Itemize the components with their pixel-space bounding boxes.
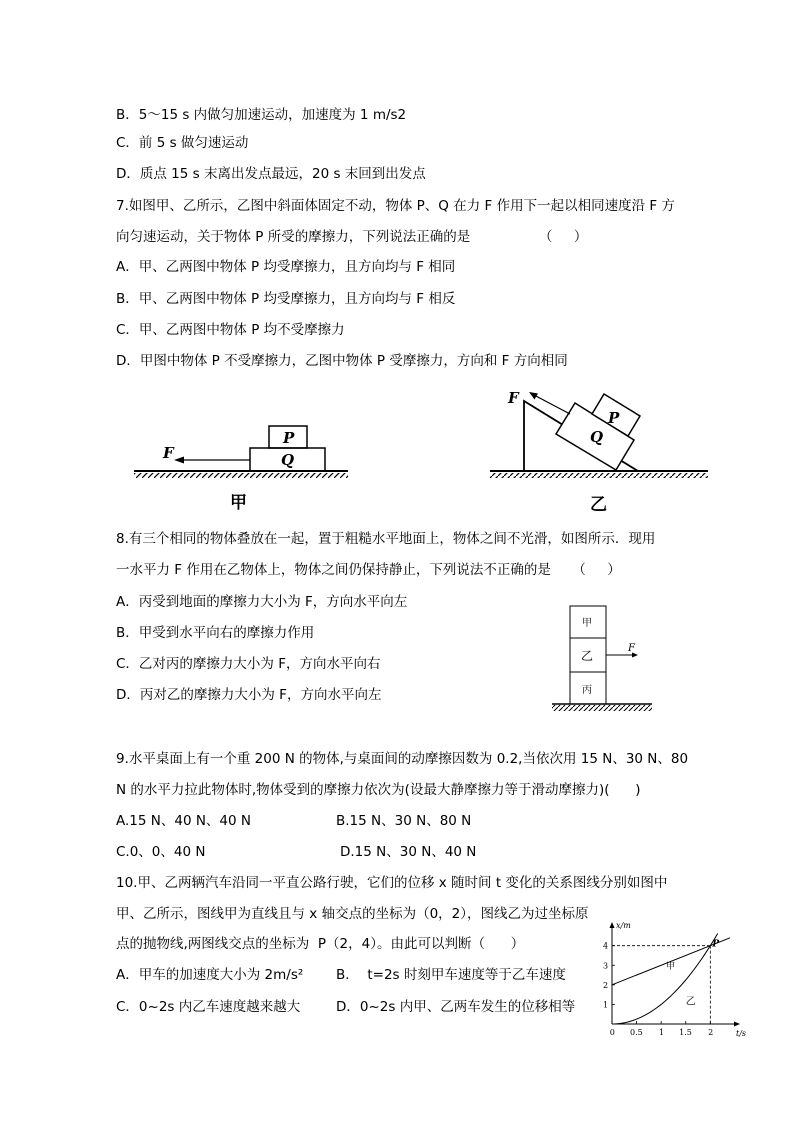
force-arrowhead	[529, 392, 538, 400]
x-tick-label: 1	[658, 1028, 665, 1037]
q7-stem-line2: 向匀速运动，关于物体 P 所受的摩擦力，下列说法正确的是 （ ）	[116, 229, 588, 245]
caption-jia: 甲	[230, 493, 247, 513]
label-q: Q	[281, 451, 295, 469]
q7-figure-yi	[486, 386, 712, 518]
q6-option-d: D．质点 15 s 末离出发点最远，20 s 末回到出发点	[116, 166, 426, 182]
y-axis-label: x/m	[616, 921, 631, 930]
x-axis-label: t/s	[736, 1029, 747, 1038]
x-tick-label: 2	[708, 1028, 714, 1037]
q10-stem-line1: 10.甲、乙两辆汽车沿同一平直公路行驶，它们的位移 x 随时间 t 变化的关系图线分别如图中	[116, 875, 668, 891]
label-jia: 甲	[582, 618, 592, 629]
q9-option-a: A.15 N、40 N、40 N	[116, 813, 251, 829]
ground-hatch	[134, 473, 348, 478]
label-p: P	[608, 409, 620, 427]
label-f: F	[628, 643, 635, 654]
q7-option-c: C．甲、乙两图中物体 P 均不受摩擦力	[116, 322, 345, 338]
label-p: P	[283, 429, 295, 447]
q7-stem-line1: 7.如图甲、乙所示，乙图中斜面体固定不动，物体 P、Q 在力 F 作用下一起以相同速度沿 F 方	[116, 198, 675, 214]
q7-figure-jia	[130, 418, 352, 518]
y-axis-arrowhead	[610, 922, 615, 928]
q6-option-c: C．前 5 s 做匀速运动	[116, 135, 249, 151]
q10-option-d: D．0~2s 内甲、乙两车发生的位移相等	[336, 999, 576, 1015]
series-jia-label: 甲	[666, 962, 676, 973]
q8-option-b: B．甲受到水平向右的摩擦力作用	[116, 625, 315, 641]
y-tick-label: 4	[603, 941, 609, 951]
q8-stem-line1: 8.有三个相同的物体叠放在一起，置于粗糙水平地面上，物体之间不光滑，如图所示．现用	[116, 531, 656, 547]
x-axis-arrowhead	[734, 1022, 740, 1027]
q9-stem-line2: N 的水平力拉此物体时,物体受到的摩擦力依次为(设最大静摩擦力等于滑动摩擦力)( )	[116, 782, 641, 798]
x-tick-label: 0.5	[629, 1028, 643, 1037]
q6-option-b: B．5～15 s 内做匀加速运动，加速度为 1 m/s2	[116, 107, 407, 123]
q9-option-c: C.0、0、40 N	[116, 844, 206, 860]
ground-hatch	[552, 705, 652, 711]
q7-option-b: B．甲、乙两图中物体 P 均受摩擦力，且方向均与 F 相反	[116, 291, 456, 307]
x-tick-label: 1.5	[679, 1028, 692, 1037]
q7-option-a: A．甲、乙两图中物体 P 均受摩擦力，且方向均与 F 相同	[116, 259, 456, 275]
q10-stem-line3: 点的抛物线,两图线交点的坐标为 P（2，4）。由此可以判断（ ）	[116, 936, 525, 952]
caption-yi: 乙	[590, 495, 607, 515]
label-bing: 丙	[582, 685, 592, 696]
label-f: F	[163, 444, 174, 462]
q8-option-a: A．丙受到地面的摩擦力大小为 F，方向水平向左	[116, 594, 408, 610]
y-tick-label: 1	[603, 1000, 609, 1010]
x-tick-label: 0	[609, 1028, 615, 1037]
q9-stem-line1: 9.水平桌面上有一个重 200 N 的物体,与桌面间的动摩擦因数为 0.2,当依次用 15 N、30 N、80	[116, 751, 689, 767]
q8-figure-stack	[548, 602, 658, 718]
ground-hatch	[490, 473, 708, 478]
q8-option-d: D．丙对乙的摩擦力大小为 F，方向水平向左	[116, 687, 382, 703]
force-arrowhead	[174, 457, 184, 464]
label-yi: 乙	[581, 649, 594, 663]
q10-option-a: A．甲车的加速度大小为 2m/s²	[116, 967, 304, 983]
q10-xt-chart	[590, 921, 747, 1040]
series-yi-label: 乙	[685, 996, 696, 1008]
q8-option-c: C．乙对丙的摩擦力大小为 F，方向水平向右	[116, 656, 381, 672]
q10-option-c: C．0~2s 内乙车速度越来越大	[116, 999, 301, 1015]
label-q: Q	[590, 428, 604, 446]
q7-option-d: D．甲图中物体 P 不受摩擦力，乙图中物体 P 受摩擦力，方向和 F 方向相同	[116, 353, 568, 369]
q10-option-b: B． t=2s 时刻甲车速度等于乙车速度	[336, 967, 566, 983]
q9-option-b: B.15 N、30 N、80 N	[336, 813, 472, 829]
point-p-label: P	[712, 939, 720, 950]
y-tick-label: 2	[603, 980, 609, 990]
q9-option-d: D.15 N、30 N、40 N	[340, 844, 477, 860]
y-tick-label: 3	[603, 961, 609, 971]
label-f: F	[508, 389, 519, 407]
q8-stem-line2: 一水平力 F 作用在乙物体上，物体之间仍保持静止，下列说法不正确的是 （ ）	[116, 562, 621, 578]
q10-stem-line2: 甲、乙所示，图线甲为直线且与 x 轴交点的坐标为（0，2），图线乙为过坐标原	[116, 906, 589, 922]
